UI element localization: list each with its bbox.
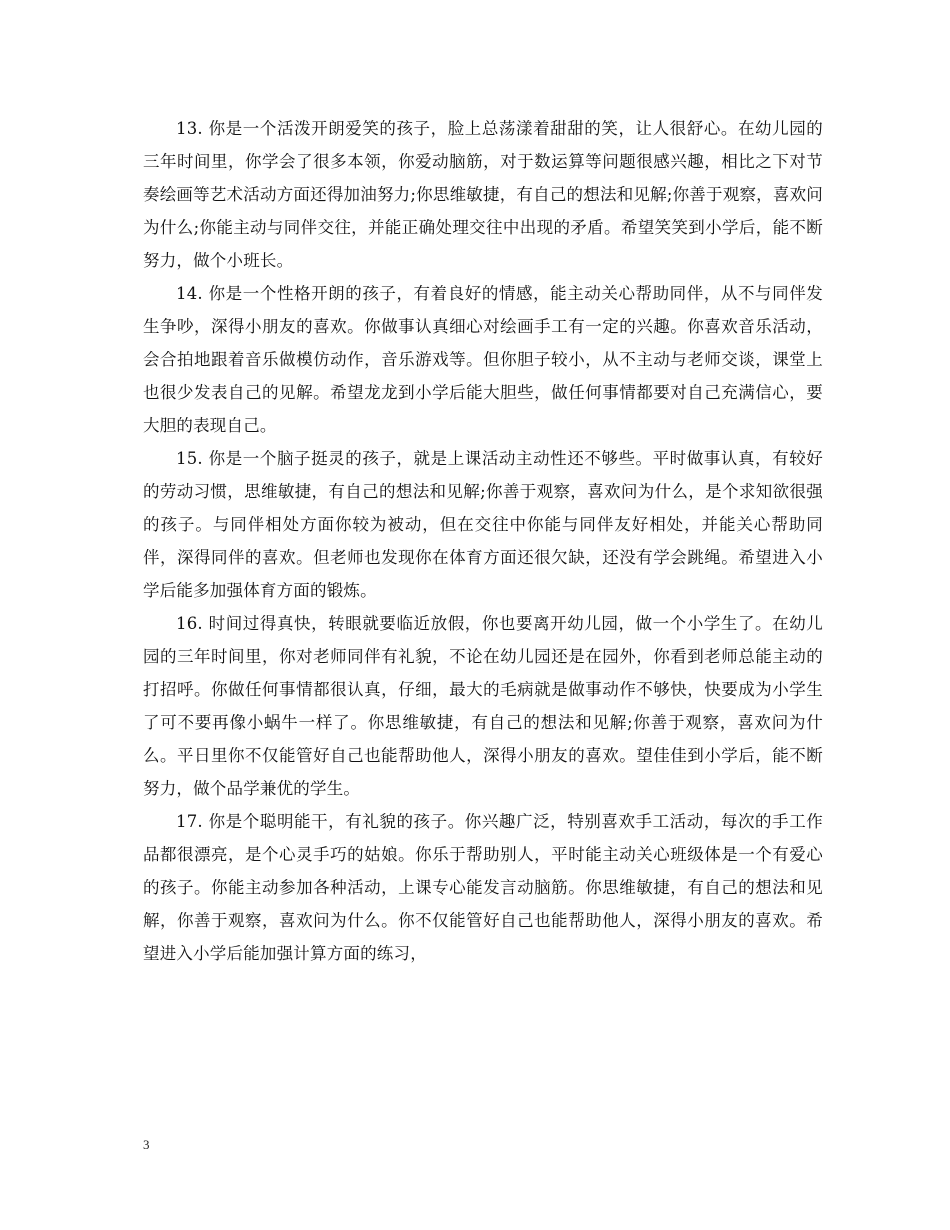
paragraph-14: 14. 你是一个性格开朗的孩子，有着良好的情感，能主动关心帮助同伴，从不与同伴发生争吵，深得小朋友的喜欢。你做事认真细心对绘画手工有一定的兴趣。你喜欢音乐活动，会合拍地跟着音乐做模仿动作，音乐游戏等。但你胆子较小，从不主动与老师交谈，课堂上也很少发表自己的见解。希望龙龙到小学后能大胆些，做任何事情都要对自己充满信心，要大胆的表现自己。 — [143, 284, 823, 435]
paragraph-15: 15. 你是一个脑子挺灵的孩子，就是上课活动主动性还不够些。平时做事认真，有较好的劳动习惯，思维敏捷，有自己的想法和见解;你善于观察，喜欢问为什么，是个求知欲很强的孩子。与同伴相处方面你较为被动，但在交往中你能与同伴友好相处，并能关心帮助同伴，深得同伴的喜欢。但老师也发现你在体育方面还很欠缺，还没有学会跳绳。希望进入小学后能多加强体育方面的锻炼。 — [143, 449, 823, 600]
paragraph-16: 16. 时间过得真快，转眼就要临近放假，你也要离开幼儿园，做一个小学生了。在幼儿园的三年时间里，你对老师同伴有礼貌，不论在幼儿园还是在园外，你看到老师总能主动的打招呼。你做任何事情都很认真，仔细，最大的毛病就是做事动作不够快，快要成为小学生了可不要再像小蜗牛一样了。你思维敏捷，有自己的想法和见解;你善于观察，喜欢问为什么。平日里你不仅能管好自己也能帮助他人，深得小朋友的喜欢。望佳佳到小学后，能不断努力，做个品学兼优的学生。 — [143, 614, 823, 798]
paragraph-13: 13. 你是一个活泼开朗爱笑的孩子，脸上总荡漾着甜甜的笑，让人很舒心。在幼儿园的三年时间里，你学会了很多本领，你爱动脑筋，对于数运算等问题很感兴趣，相比之下对节奏绘画等艺术活动方面还得加油努力;你思维敏捷，有自己的想法和见解;你善于观察，喜欢问为什么;你能主动与同伴交往，并能正确处理交往中出现的矛盾。希望笑笑到小学后，能不断努力，做个小班长。 — [143, 119, 823, 270]
paragraph-17: 17. 你是个聪明能干，有礼貌的孩子。你兴趣广泛，特别喜欢手工活动，每次的手工作品都很漂亮，是个心灵手巧的姑娘。你乐于帮助别人，平时能主动关心班级体是一个有爱心的孩子。你能主动参加各种活动，上课专心能发言动脑筋。你思维敏捷，有自己的想法和见解，你善于观察，喜欢问为什么。你不仅能管好自己也能帮助他人，深得小朋友的喜欢。希望进入小学后能加强计算方面的练习， — [143, 812, 823, 963]
page-number: 3 — [143, 1137, 150, 1152]
document-body — [143, 112, 823, 970]
